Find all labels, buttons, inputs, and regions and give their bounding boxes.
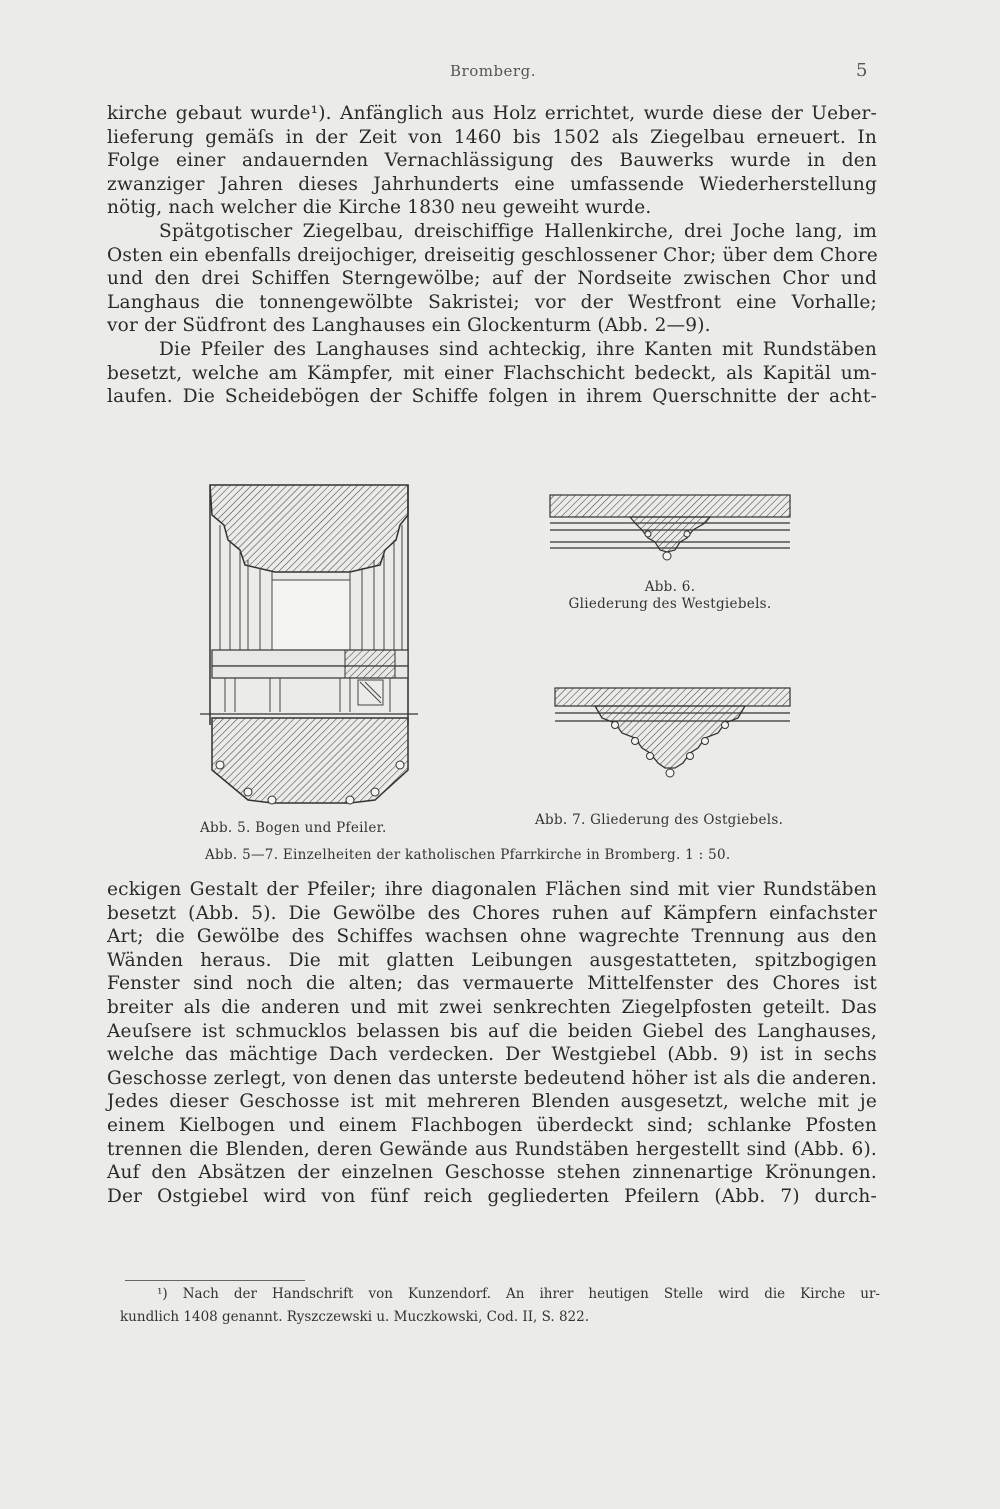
text-line: Langhaus die tonnengewölbte Sakristei; vor der Westfront eine Vorhalle; [107,291,877,313]
running-head [0,60,1000,84]
text-line: besetzt (Abb. 5). Die Gewölbe des Chores ruhen auf Kämpfern einfachster [107,902,877,924]
text-line: laufen. Die Scheidebögen der Schiffe folgen in ihrem Querschnitte der acht- [107,386,877,408]
text-line: Auf den Absätzen der einzelnen Geschosse stehen zinnenartige Krönungen. [107,1162,877,1184]
page-number: 5 [856,60,868,81]
text-line: nötig, nach welcher die Kirche 1830 neu geweiht wurde. [107,197,652,219]
text-line: und den drei Schiffen Sterngewölbe; auf der Nordseite zwischen Chor und [107,268,877,290]
text-line: Wänden heraus. Die mit glatten Leibungen ausgestatteten, spitzbogigen [107,949,877,971]
text-line: Fenster sind noch die alten; das vermauerte Mittelfenster des Chores ist [107,973,877,995]
body-text-top [107,102,877,409]
text-line: Geschosse zerlegt, von denen das unterste bedeutend höher ist als die anderen. [107,1067,877,1089]
text-line: besetzt, welche am Kämpfer, mit einer Flachschicht bedeckt, als Kapitäl um- [107,362,877,384]
figure-6-number: Abb. 6. [644,579,696,595]
figure-6-caption: Gliederung des Westgiebels. [568,596,772,612]
text-line: breiter als die anderen und mit zwei senkrechten Ziegelpfosten geteilt. Das [107,996,877,1018]
text-line: Der Ostgiebel wird von fünf reich gegliederten Pfeilern (Abb. 7) durch- [107,1185,877,1207]
footnote-line: kundlich 1408 genannt. Ryszczewski u. Muczkowski, Cod. II, S. 822. [120,1309,590,1325]
text-line: Spätgotischer Ziegelbau, dreischiffige Hallenkirche, drei Joche lang, im [159,220,877,242]
figure-7-drawing [550,683,795,788]
figure-6-drawing [545,490,795,575]
figures-area [195,475,835,875]
figure-5-caption: Abb. 5. Bogen und Pfeiler. [200,820,387,836]
footnote-line: ¹) Nach der Handschrift von Kunzendorf. An ihrer heutigen Stelle wird die Kirche ur- [157,1286,880,1302]
text-line: Jedes dieser Geschosse ist mit mehreren Blenden ausgesetzt, welche mit je [107,1091,877,1113]
text-line: kirche gebaut wurde¹). Anfänglich aus Holz errichtet, wurde diese der Ueber- [107,103,877,124]
text-line: Die Pfeiler des Langhauses sind achteckig, ihre Kanten mit Rundstäben [159,338,877,360]
figure-7-caption: Abb. 7. Gliederung des Ostgiebels. [535,812,784,828]
footnote [120,1283,880,1329]
body-text-bottom [107,878,877,1208]
text-line: trennen die Blenden, deren Gewände aus Rundstäben hergestellt sind (Abb. 6). [107,1138,877,1160]
text-line: vor der Südfront des Langhauses ein Glockenturm (Abb. 2—9). [107,315,711,337]
text-line: zwanziger Jahren dieses Jahrhunderts eine umfassende Wiederherstellung [107,173,877,195]
figures-group-caption: Abb. 5—7. Einzelheiten der katholischen Pfarrkirche in Bromberg. 1 : 50. [205,847,731,863]
text-line: lieferung gemäſs in der Zeit von 1460 bis 1502 als Ziegelbau erneuert. In [107,126,877,148]
text-line: einem Kielbogen und einem Flachbogen überdeckt sind; schlanke Pfosten [107,1114,877,1136]
text-line: welche das mächtige Dach verdecken. Der Westgiebel (Abb. 9) ist in sechs [107,1044,877,1066]
text-line: Aeuſsere ist schmucklos belassen bis auf die beiden Giebel des Langhauses, [107,1020,877,1042]
text-line: eckigen Gestalt der Pfeiler; ihre diagonalen Flächen sind mit vier Rundstäben [107,879,877,900]
running-title: Bromberg. [450,62,536,80]
text-line: Art; die Gewölbe des Schiffes wachsen ohne wagrechte Trennung aus den [107,926,877,948]
text-line: Folge einer andauernden Vernachlässigung des Bauwerks wurde in den [107,150,877,172]
text-line: Osten ein ebenfalls dreijochiger, dreiseitig geschlossener Chor; über dem Chore [107,244,878,266]
footnote-rule [125,1280,305,1281]
figure-5-drawing [200,480,425,820]
